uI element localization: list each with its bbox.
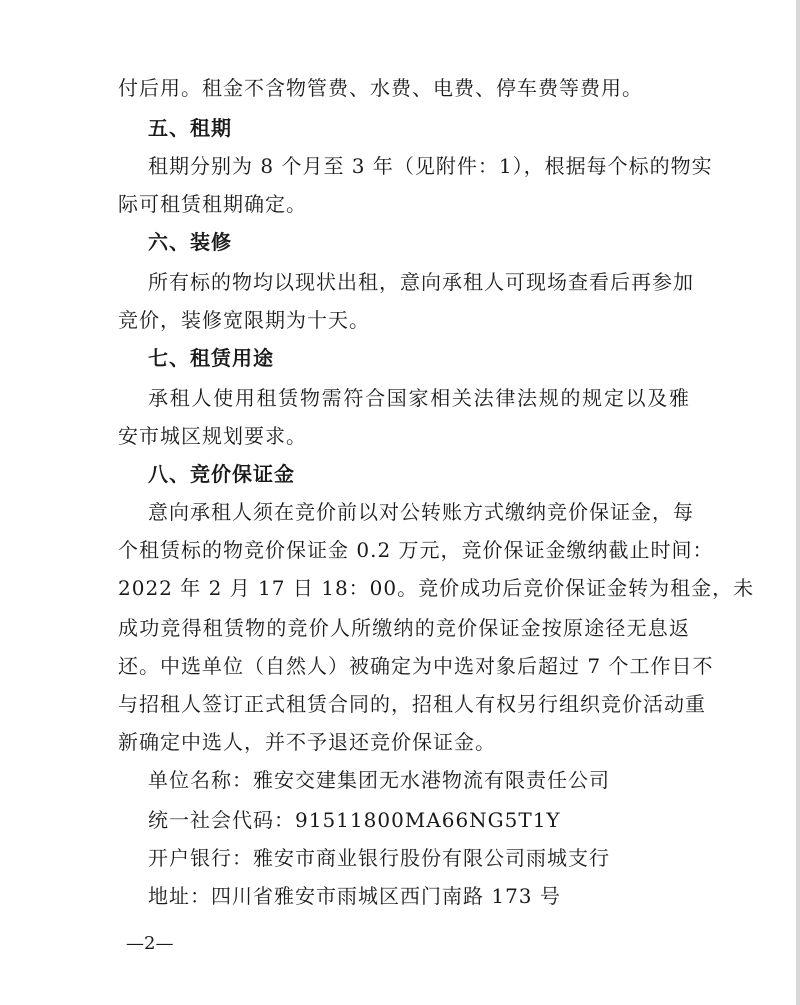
body-line: 成功竞得租赁物的竞价人所缴纳的竞价保证金按原途径无息返 xyxy=(118,616,690,640)
body-line: 与招租人签订正式租赁合同的，招租人有权另行组织竞价活动重 xyxy=(118,692,706,716)
address: 地址：四川省雅安市雨城区西门南路 173 号 xyxy=(148,884,561,908)
body-line: 还。中选单位（自然人）被确定为中选对象后超过 7 个工作日不 xyxy=(118,654,714,678)
section-heading-lease-term: 五、租期 xyxy=(148,116,232,140)
section-heading-deposit: 八、竞价保证金 xyxy=(148,462,295,486)
page-number: —2— xyxy=(126,933,174,954)
body-line: 付后用。租金不含物管费、水费、电费、停车费等费用。 xyxy=(118,76,643,100)
body-line: 安市城区规划要求。 xyxy=(118,424,307,448)
page-edge xyxy=(796,0,800,1005)
body-line: 意向承租人须在竞价前以对公转账方式缴纳竞价保证金，每 xyxy=(148,500,694,524)
bank-name: 开户银行：雅安市商业银行股份有限公司雨城支行 xyxy=(148,846,610,870)
body-line: 竞价，装修宽限期为十天。 xyxy=(118,308,370,332)
body-line: 际可租赁租期确定。 xyxy=(118,192,307,216)
credit-code: 统一社会代码：91511800MA66NG5T1Y xyxy=(148,808,561,832)
body-line: 个租赁标的物竞价保证金 0.2 万元，竞价保证金缴纳截止时间： xyxy=(118,538,714,562)
section-heading-decoration: 六、装修 xyxy=(148,230,232,254)
body-line: 2022 年 2 月 17 日 18：00。竞价成功后竞价保证金转为租金，未 xyxy=(118,576,755,600)
section-heading-lease-use: 七、租赁用途 xyxy=(148,346,274,370)
body-line: 所有标的物均以现状出租，意向承租人可现场查看后再参加 xyxy=(148,270,694,294)
body-line: 承租人使用租赁物需符合国家相关法律法规的规定以及雅 xyxy=(148,386,690,410)
body-line: 租期分别为 8 个月至 3 年（见附件：1），根据每个标的物实 xyxy=(148,154,713,178)
company-name: 单位名称：雅安交建集团无水港物流有限责任公司 xyxy=(148,768,610,792)
body-line: 新确定中选人，并不予退还竞价保证金。 xyxy=(118,730,496,754)
